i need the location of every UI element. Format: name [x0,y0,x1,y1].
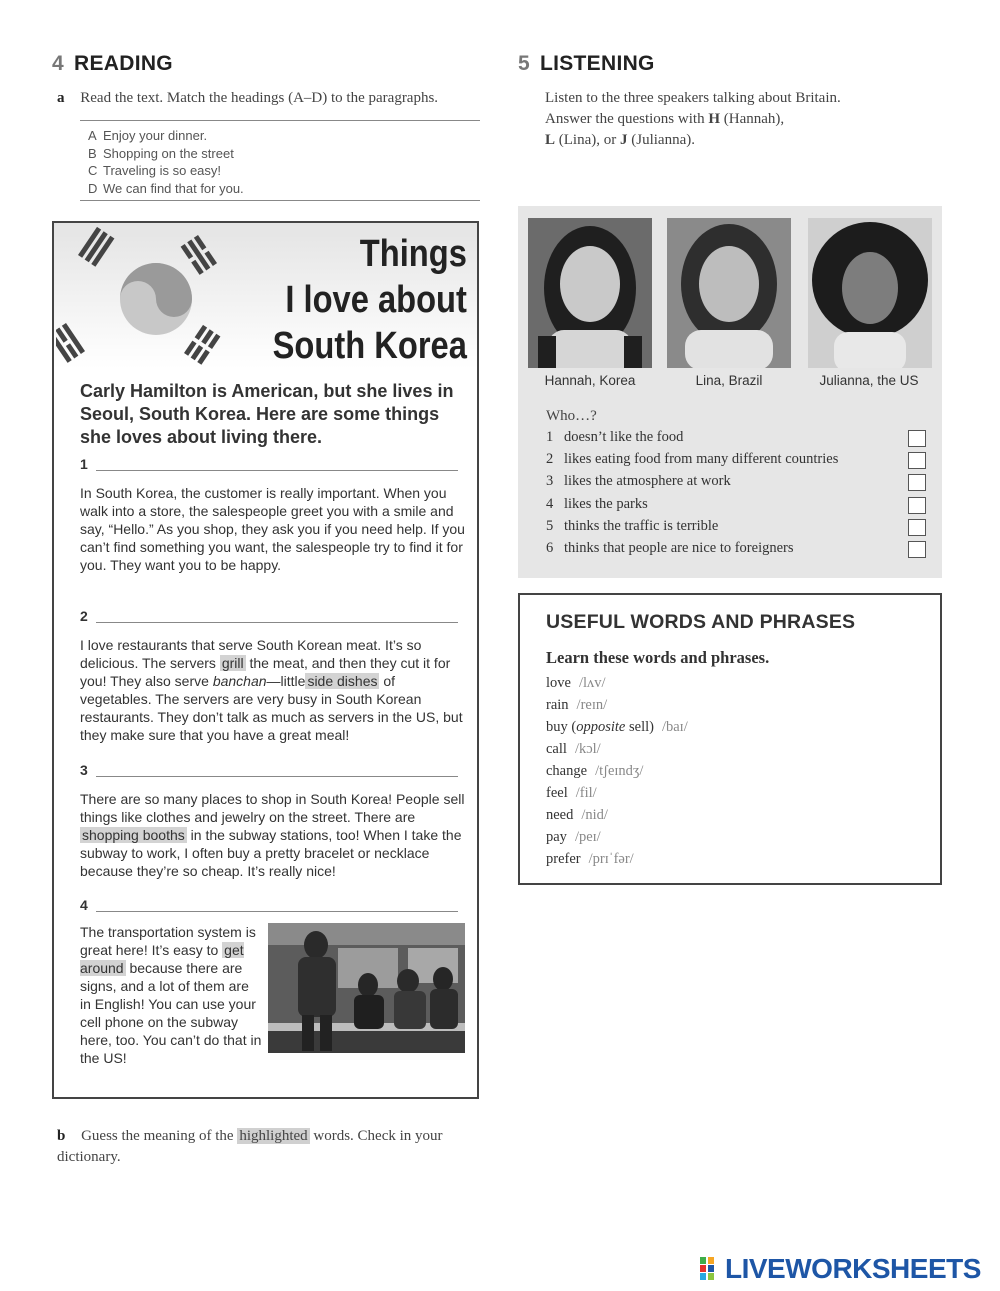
answer-box[interactable] [908,474,926,491]
listening-instruction: Listen to the three speakers talking about Britain. Answer the questions with H (Hannah), L (Lina), or J (Julianna). [545,90,841,148]
listening-heading [518,52,655,76]
reading-instruction-b: b Guess the meaning of the highlighted words. Check in your dictionary. [57,1128,443,1165]
highlighted-word: grill [221,655,244,671]
word-item: rain /reɪn/ [546,697,608,713]
article-banner [54,223,477,369]
highlighted-word: shopping booths [82,827,185,843]
paragraph-2: I love restaurants that serve South Korean meat. It’s so delicious. The servers grill the meat, and then they cut it for you! They also serve banchan—little side dishes of vegetables. The servers are very busy in South Korean restaurants. They don’t talk as much as servers in the US, but they make sure that you have a great meal! [80,637,463,743]
word-item: pay /peɪ/ [546,829,601,845]
hannah-photo [528,218,652,368]
answer-line[interactable] [96,776,458,777]
listening-title: LISTENING [539,52,655,75]
speaker-caption: Lina, Brazil [695,373,763,388]
answer-box[interactable] [908,452,926,469]
heading-option: A Enjoy your dinner. [88,128,208,143]
article-title: Things I love about South Korea [272,233,467,367]
highlighted-word: side dishes [307,673,378,689]
reading-title: READING [73,52,173,75]
question-row: 1 doesn’t like the food [546,429,926,451]
paragraph-number: 3 [80,762,88,778]
answer-line[interactable] [96,622,458,623]
highlighted-word: highlighted [239,1128,308,1144]
liveworksheets-logo [700,1253,981,1285]
heading-option: D We can find that for you. [88,180,244,196]
label-a: a [57,90,65,106]
paragraph-1: In South Korea, the customer is really important. When you walk into a store, the salespeople greet you with a smile and say, “Hello.” As you shop, they ask you if you need help. If you can’t find something you want, the salespeople try to find it for you. They want you to be happy. [80,485,465,573]
answer-box[interactable] [908,497,926,514]
answer-box[interactable] [908,430,926,447]
instruction-a-text: Read the text. Match the headings (A–D) to the paragraphs. [80,90,439,106]
question-row: 3 likes the atmosphere at work [546,473,926,495]
reading-number: 4 [52,52,64,75]
who-prompt: Who…? [546,408,597,424]
word-item: call /kɔl/ [546,741,601,757]
lina-photo [667,218,791,368]
paragraph-4: The transportation system is great here! It’s easy to get around because there are signs, and a lot of them are in English! You can use your cell phone on the subway here, too. You can’t do that in the US! [80,924,262,1066]
answer-box[interactable] [908,519,926,536]
paragraph-3: There are so many places to shop in South Korea! People sell things like clothes and jewelry on the street. There are shopping booths in the subway stations, too! When I take the subway to work, I often buy a pretty bracelet or necklace because they’re so cheap. It’s really nice! [80,791,465,879]
julianna-photo [808,218,932,368]
speaker-caption: Julianna, the US [819,373,919,388]
word-item: need /nid/ [546,807,608,823]
heading-option: B Shopping on the street [88,145,234,161]
liveworksheets-logo-text: LIVEWORKSHEETS [725,1253,981,1284]
paragraph-number: 1 [80,456,88,472]
word-item: prefer /prɪˈfər/ [546,851,634,867]
paragraph-number: 4 [80,897,88,913]
useful-words-subtitle: Learn these words and phrases. [546,648,770,667]
question-row: 2 likes eating food from many different countries [546,451,926,473]
answer-box[interactable] [908,541,926,558]
useful-words-title: USEFUL WORDS AND PHRASES [546,611,856,633]
headings-list [80,120,480,201]
heading-option: C Traveling is so easy! [88,163,222,178]
article-intro: Carly Hamilton is American, but she lives in Seoul, South Korea. Here are some things she loves about living there. [80,381,454,447]
word-item: change /tʃeɪndʒ/ [546,763,644,779]
liveworksheets-logo-icon [700,1257,722,1281]
answer-line[interactable] [96,470,458,471]
word-item: buy (opposite sell) /baɪ/ [546,719,688,735]
highlighted-word: get around [80,942,244,976]
speaker-caption: Hannah, Korea [544,373,636,388]
listening-number: 5 [518,52,530,75]
reading-instruction-a [57,88,497,109]
subway-photo [268,923,465,1053]
useful-words-box [518,593,942,885]
korean-flag-icon [56,225,246,365]
paragraph-number: 2 [80,608,88,624]
speakers-panel [518,206,942,578]
question-row: 6 thinks that people are nice to foreigners [546,540,926,562]
word-item: love /lʌv/ [546,675,606,691]
answer-line[interactable] [96,911,458,912]
article-box [52,221,479,1099]
question-row: 4 likes the parks [546,496,926,518]
word-item: feel /fil/ [546,785,597,801]
question-row: 5 thinks the traffic is terrible [546,518,926,540]
label-b: b [57,1128,66,1144]
reading-heading [52,52,173,76]
